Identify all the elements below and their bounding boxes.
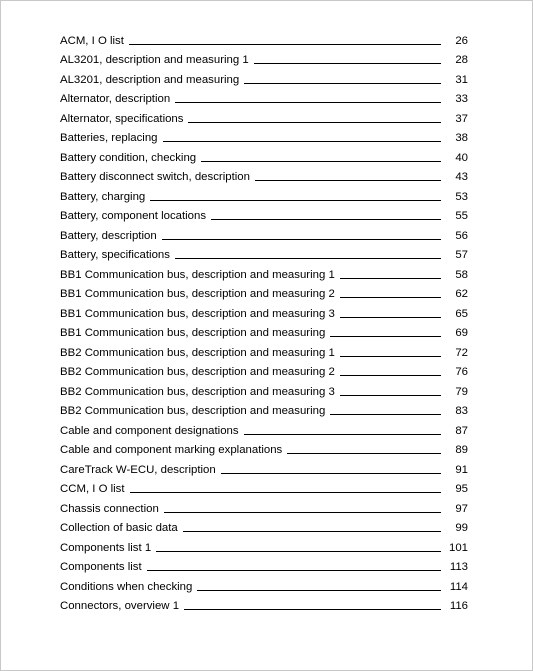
toc-entry-title: Battery, specifications [60, 249, 170, 261]
toc-entry-page-number: 37 [455, 112, 468, 125]
toc-entry[interactable] [60, 28, 468, 48]
toc-entry-title: BB2 Communication bus, description and measuring 1 [60, 346, 335, 359]
toc-entry[interactable] [60, 535, 468, 555]
toc-entry[interactable] [60, 243, 468, 263]
toc-entry-title: Cable and component designations [60, 424, 239, 437]
toc-leader-line [340, 356, 441, 357]
toc-entry-page-number: 79 [455, 385, 468, 398]
toc-entry-page-number: 91 [455, 463, 468, 476]
toc-entry-title: BB2 Communication bus, description and measuring 2 [60, 366, 335, 378]
toc-entry-page-number: 114 [449, 580, 468, 593]
toc-entry-page-number: 40 [455, 151, 468, 164]
toc-entry[interactable] [60, 184, 468, 204]
toc-entry-page-number: 113 [449, 561, 468, 573]
toc-leader-line [150, 200, 441, 201]
toc-entry-page-number: 101 [448, 541, 468, 554]
toc-leader-line [330, 414, 441, 415]
toc-entry-page-number: 31 [455, 73, 468, 86]
toc-entry[interactable] [60, 438, 468, 458]
toc-entry-page-number: 116 [449, 600, 468, 612]
toc-entry[interactable] [60, 379, 468, 399]
toc-entry-title: Components list 1 [60, 541, 152, 554]
toc-entry-page-number: 99 [455, 522, 468, 534]
toc-entry-page-number: 65 [455, 307, 468, 320]
toc-entry-title: ACM, I O list [60, 34, 124, 47]
toc-leader-line [147, 570, 441, 571]
toc-entry-title: BB2 Communication bus, description and measuring 3 [60, 385, 335, 398]
toc-entry-page-number: 53 [455, 190, 468, 203]
toc-entry[interactable] [60, 48, 468, 68]
toc-entry-title: Cable and component marking explanations [60, 444, 283, 456]
toc-entry-title: Battery disconnect switch, description [60, 171, 250, 183]
toc-entry-title: BB1 Communication bus, description and measuring [60, 327, 326, 339]
toc-leader-line [175, 102, 441, 103]
toc-entry-page-number: 95 [455, 483, 468, 495]
toc-leader-line [162, 239, 441, 240]
toc-entry-title: CareTrack W-ECU, description [60, 463, 216, 476]
toc-entry[interactable] [60, 106, 468, 126]
toc-leader-line [340, 375, 441, 376]
toc-entry[interactable] [60, 516, 468, 536]
toc-entry-page-number: 43 [455, 171, 468, 183]
toc-entry-title: AL3201, description and measuring [60, 73, 240, 86]
toc-leader-line [164, 512, 441, 513]
toc-entry[interactable] [60, 145, 468, 165]
toc-entry[interactable] [60, 87, 468, 107]
toc-leader-line [287, 453, 441, 454]
toc-leader-line [175, 258, 441, 259]
toc-entry-title: Battery, component locations [60, 210, 207, 222]
toc-entry-title: Battery condition, checking [60, 151, 197, 164]
toc-entry-page-number: 76 [455, 366, 468, 378]
toc-leader-line [188, 122, 441, 123]
toc-entry-title: Alternator, specifications [60, 112, 184, 125]
toc-entry[interactable] [60, 126, 468, 146]
toc-entry-title: AL3201, description and measuring 1 [60, 54, 249, 66]
toc-leader-line [197, 590, 441, 591]
toc-leader-line [340, 297, 441, 298]
toc-leader-line [254, 63, 441, 64]
toc-entry-title: Components list [60, 561, 142, 573]
toc-entry-title: BB2 Communication bus, description and measuring [60, 405, 326, 417]
toc-entry-title: Connectors, overview 1 [60, 600, 180, 612]
toc-entry-title: BB1 Communication bus, description and measuring 3 [60, 307, 335, 320]
toc-leader-line [340, 395, 441, 396]
toc-entry[interactable] [60, 165, 468, 185]
toc-entry[interactable] [60, 340, 468, 360]
toc-entry[interactable] [60, 496, 468, 516]
toc-entry-page-number: 28 [455, 54, 468, 66]
toc-leader-line [244, 434, 441, 435]
toc-entry-page-number: 57 [455, 249, 468, 261]
toc-leader-line [244, 83, 441, 84]
toc-entry[interactable] [60, 594, 468, 614]
toc-entry[interactable] [60, 477, 468, 497]
toc-entry-page-number: 87 [455, 424, 468, 437]
toc-leader-line [330, 336, 441, 337]
toc-leader-line [184, 609, 441, 610]
toc-leader-line [340, 278, 441, 279]
toc-leader-line [255, 180, 441, 181]
toc-leader-line [130, 492, 441, 493]
toc-entry-title: CCM, I O list [60, 483, 125, 495]
toc-entry-title: Chassis connection [60, 502, 159, 515]
toc-entry[interactable] [60, 223, 468, 243]
toc-entry-page-number: 55 [455, 210, 468, 222]
toc-entry[interactable] [60, 574, 468, 594]
toc-entry-title: Alternator, description [60, 93, 171, 105]
toc-entry[interactable] [60, 204, 468, 224]
toc-leader-line [340, 317, 441, 318]
toc-entry[interactable] [60, 301, 468, 321]
toc-entry-page-number: 69 [455, 327, 468, 339]
toc-entry-page-number: 72 [455, 346, 468, 359]
toc-entry[interactable] [60, 67, 468, 87]
toc-entry[interactable] [60, 418, 468, 438]
toc-entry-title: Battery, description [60, 229, 157, 242]
toc-entry[interactable] [60, 457, 468, 477]
toc-entry-title: Collection of basic data [60, 522, 178, 534]
toc-entry-title: BB1 Communication bus, description and measuring 2 [60, 288, 335, 300]
toc-entry-title: Batteries, replacing [60, 132, 158, 144]
toc-entry-title: Battery, charging [60, 190, 146, 203]
toc-entry[interactable] [60, 321, 468, 341]
toc-leader-line [201, 161, 441, 162]
toc-entry[interactable] [60, 555, 468, 575]
toc-leader-line [211, 219, 441, 220]
toc-leader-line [156, 551, 441, 552]
toc-entry-page-number: 38 [455, 132, 468, 144]
toc-entry-title: BB1 Communication bus, description and measuring 1 [60, 268, 335, 281]
toc-entry[interactable] [60, 399, 468, 419]
toc-leader-line [129, 44, 441, 45]
toc-entry-page-number: 58 [455, 268, 468, 281]
toc-entry-title: Conditions when checking [60, 580, 193, 593]
toc-entry-page-number: 62 [455, 288, 468, 300]
toc-entry-page-number: 33 [455, 93, 468, 105]
toc-entry-page-number: 89 [455, 444, 468, 456]
toc-entry-page-number: 83 [455, 405, 468, 417]
toc-leader-line [221, 473, 441, 474]
toc-entry[interactable] [60, 262, 468, 282]
toc-entry-page-number: 56 [455, 229, 468, 242]
toc-entry-page-number: 97 [455, 502, 468, 515]
toc-leader-line [163, 141, 441, 142]
toc-entry[interactable] [60, 282, 468, 302]
toc-entry-page-number: 26 [455, 34, 468, 47]
table-of-contents [60, 28, 468, 613]
toc-leader-line [183, 531, 441, 532]
toc-entry[interactable] [60, 360, 468, 380]
